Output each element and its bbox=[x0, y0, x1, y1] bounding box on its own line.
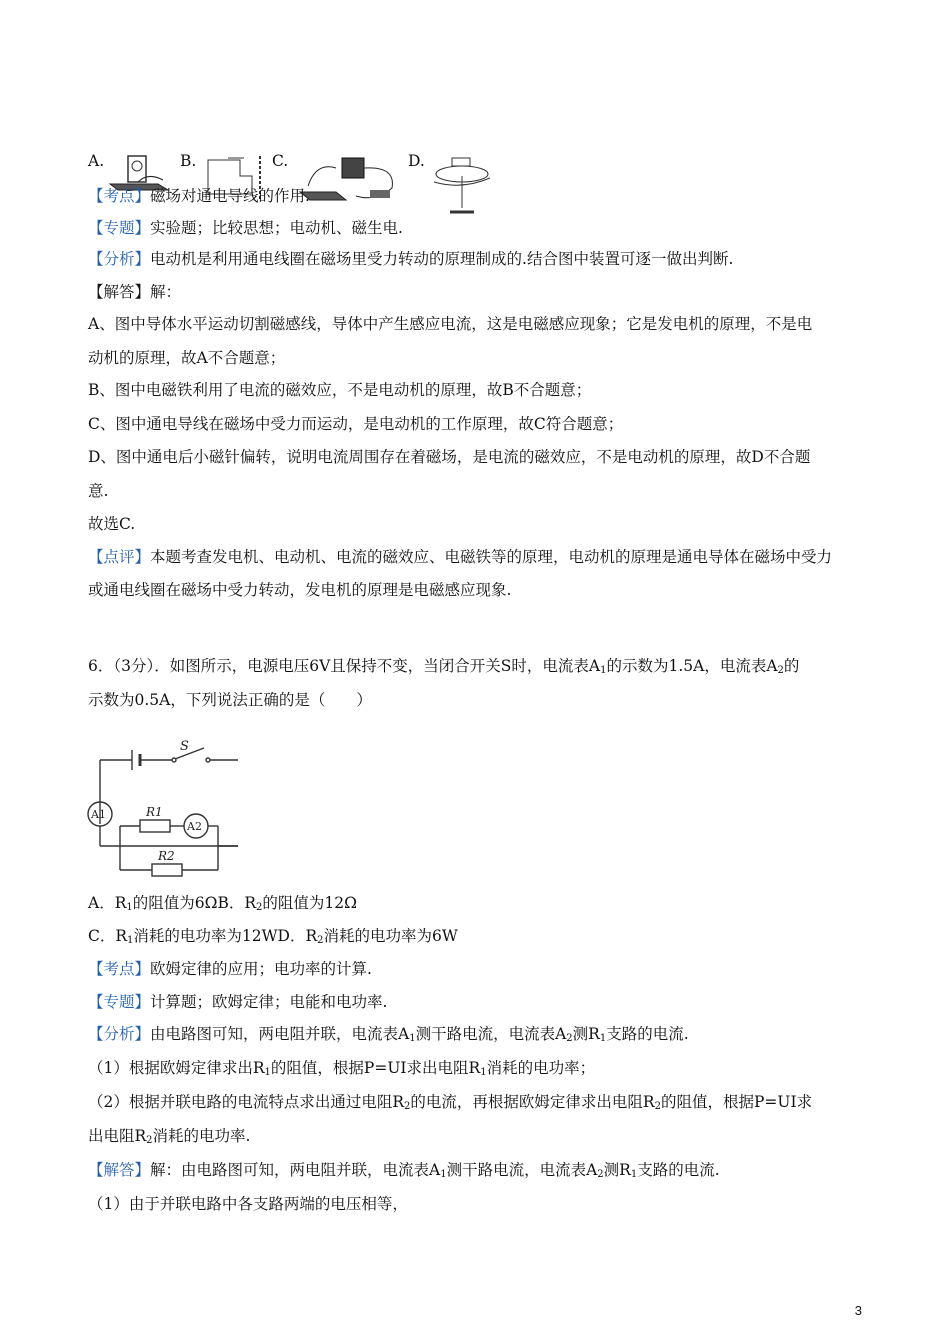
r1-label: R1 bbox=[146, 805, 163, 819]
q6-sub: 1 bbox=[599, 1033, 607, 1044]
option-d-image bbox=[432, 152, 492, 218]
q6-sub: 1 bbox=[600, 665, 607, 676]
q6-jieda-part: 测干路电流，电流表A bbox=[446, 1161, 598, 1179]
q6-sub: 1 bbox=[264, 1067, 271, 1078]
q6-opt-part: C．R bbox=[88, 927, 128, 945]
q6-sub: 2 bbox=[146, 1135, 153, 1146]
q5-dianping-line2: 或通电线圈在磁场中受力转动，发电机的原理是电磁感应现象. bbox=[88, 581, 512, 599]
q6-opt-part: 的阻值为6ΩB．R bbox=[132, 894, 257, 912]
q6-sub: 2 bbox=[654, 1101, 661, 1112]
q5-dianping-text1: 本题考查发电机、电动机、电流的磁效应、电磁铁等的原理，电动机的原理是通电导体在磁场中受力 bbox=[150, 548, 833, 566]
q5-c-line: C、图中通电导线在磁场中受力而运动，是电动机的工作原理，故C符合题意； bbox=[88, 415, 624, 433]
ammeter-a1-label: A1 bbox=[91, 808, 106, 821]
q6-sub: 2 bbox=[317, 935, 324, 946]
q6-opt-part: 消耗的电功率为12WD．R bbox=[133, 927, 318, 945]
q6-opt-part: 的阻值为12Ω bbox=[262, 894, 357, 912]
tag-dianping: 【点评】 bbox=[88, 548, 151, 566]
q5-b-line: B、图中电磁铁利用了电流的磁效应，不是电动机的原理，故B不合题意； bbox=[88, 381, 592, 399]
tag-jieda: 【解答】 bbox=[88, 1161, 151, 1179]
q6-p2-part: 出电阻R bbox=[88, 1127, 147, 1145]
tag-fenxi: 【分析】 bbox=[88, 250, 151, 268]
q6-stem-line2: 示数为0.5A，下列说法正确的是（ ） bbox=[88, 691, 372, 709]
circuit-diagram bbox=[80, 738, 245, 863]
q6-sub: 1 bbox=[127, 935, 134, 946]
q6-sub: 1 bbox=[126, 902, 133, 913]
tag-kaodian: 【考点】 bbox=[88, 960, 151, 978]
q6-p1-part: 的阻值，根据P=UI求出电阻R bbox=[270, 1059, 481, 1077]
option-b-label: B. bbox=[180, 152, 197, 170]
option-d-label: D. bbox=[408, 152, 425, 170]
q6-zhuanti-text: 计算题；欧姆定律；电能和电功率. bbox=[150, 993, 388, 1011]
resistor-r1 bbox=[140, 820, 170, 832]
q6-stem-part: 的 bbox=[783, 657, 800, 675]
q5-a-line1: A、图中导体水平运动切割磁感线，导体中产生感应电流，这是电磁感应现象；它是发电机的原理，不是电 bbox=[88, 315, 813, 333]
q6-analysis-1 bbox=[88, 1058, 864, 1083]
q5-zhuanti-text: 实验题；比较思想；电动机、磁生电. bbox=[150, 219, 403, 237]
resistor-r2 bbox=[152, 864, 182, 876]
q6-sub: 2 bbox=[566, 1033, 573, 1044]
q5-jieda-text: 解： bbox=[150, 283, 182, 301]
option-c-label: C. bbox=[272, 152, 289, 170]
q6-p1-part: 消耗的电功率； bbox=[486, 1059, 596, 1077]
tag-jieda: 【解答】 bbox=[88, 283, 151, 301]
q6-options-cd bbox=[88, 926, 864, 951]
q6-p2-part: 消耗的电功率. bbox=[152, 1127, 251, 1145]
q6-stem-part: 6．（3分）．如图所示，电源电压6V且保持不变，当闭合开关S时，电流表A bbox=[88, 657, 601, 675]
q5-fenxi bbox=[88, 249, 864, 269]
q6-opt-part: A．R bbox=[88, 894, 127, 912]
tag-kaodian: 【考点】 bbox=[88, 187, 151, 205]
q6-kaodian bbox=[88, 959, 864, 979]
q6-p2-part: 的阻值，根据P=UI求 bbox=[660, 1093, 813, 1111]
q6-last-line: （1）由于并联电路中各支路两端的电压相等， bbox=[88, 1195, 408, 1213]
q6-stem-part: 的示数为1.5A，电流表A bbox=[606, 657, 778, 675]
q5-jieda bbox=[88, 282, 864, 302]
tag-fenxi: 【分析】 bbox=[88, 1025, 151, 1043]
q6-sub: 1 bbox=[440, 1169, 447, 1180]
q6-sub: 1 bbox=[630, 1169, 638, 1180]
q5-a-line2: 动机的原理，故A不合题意； bbox=[88, 349, 286, 367]
q6-kaodian-text: 欧姆定律的应用；电功率的计算. bbox=[150, 960, 372, 978]
q6-jieda-part: 测R bbox=[603, 1161, 631, 1179]
q6-p1-part: （1）根据欧姆定律求出R bbox=[88, 1059, 265, 1077]
q5-zhuanti bbox=[88, 218, 864, 238]
tag-zhuanti: 【专题】 bbox=[88, 993, 151, 1011]
q6-analysis-2 bbox=[88, 1092, 864, 1117]
tag-zhuanti: 【专题】 bbox=[88, 219, 151, 237]
q5-kaodian bbox=[88, 186, 864, 206]
q6-p2-part: 的电流，再根据欧姆定律求出电阻R bbox=[410, 1093, 655, 1111]
q5-d-line1: D、图中通电后小磁针偏转，说明电流周围存在着磁场，是电流的磁效应，不是电动机的原理，故D不合题 bbox=[88, 448, 811, 466]
q6-sub: 1 bbox=[409, 1033, 416, 1044]
q6-sub: 2 bbox=[597, 1169, 604, 1180]
q6-sub: 2 bbox=[777, 665, 784, 676]
q6-stem-line1 bbox=[88, 656, 864, 681]
q6-sub: 2 bbox=[256, 902, 263, 913]
switch-label: S bbox=[180, 739, 189, 754]
q5-d-line2: 意. bbox=[88, 482, 109, 500]
q6-jieda-part: 支路的电流. bbox=[637, 1161, 720, 1179]
q5-answer: 故选C. bbox=[88, 515, 136, 533]
q6-opt-part: 消耗的电功率为6W bbox=[323, 927, 458, 945]
q6-sub: 2 bbox=[404, 1101, 411, 1112]
q6-sub: 1 bbox=[480, 1067, 487, 1078]
q6-options-ab bbox=[88, 893, 864, 918]
page-number: 3 bbox=[854, 1303, 862, 1318]
q6-zhuanti bbox=[88, 992, 864, 1012]
ammeter-a2-label: A2 bbox=[187, 820, 202, 833]
q6-fenxi-part: 测干路电流，电流表A bbox=[415, 1025, 567, 1043]
q6-fenxi-part: 支路的电流. bbox=[606, 1025, 689, 1043]
option-a-label: A. bbox=[88, 152, 105, 170]
q6-p2-part: （2）根据并联电路的电流特点求出通过电阻R bbox=[88, 1093, 405, 1111]
q5-fenxi-text: 电动机是利用通电线圈在磁场里受力转动的原理制成的.结合图中装置可逐一做出判断. bbox=[150, 250, 734, 268]
q6-analysis-2-cont bbox=[88, 1126, 864, 1151]
r2-label: R2 bbox=[158, 849, 175, 863]
q5-dianping bbox=[88, 547, 864, 567]
q6-fenxi bbox=[88, 1024, 864, 1049]
q6-jieda bbox=[88, 1160, 864, 1185]
switch-contact bbox=[206, 758, 210, 762]
q6-jieda-part: 解：由电路图可知，两电阻并联，电流表A bbox=[150, 1161, 441, 1179]
q6-fenxi-part: 由电路图可知，两电阻并联，电流表A bbox=[150, 1025, 410, 1043]
q5-kaodian-text: 磁场对通电导线的作用. bbox=[150, 187, 310, 205]
q6-fenxi-part: 测R bbox=[572, 1025, 600, 1043]
